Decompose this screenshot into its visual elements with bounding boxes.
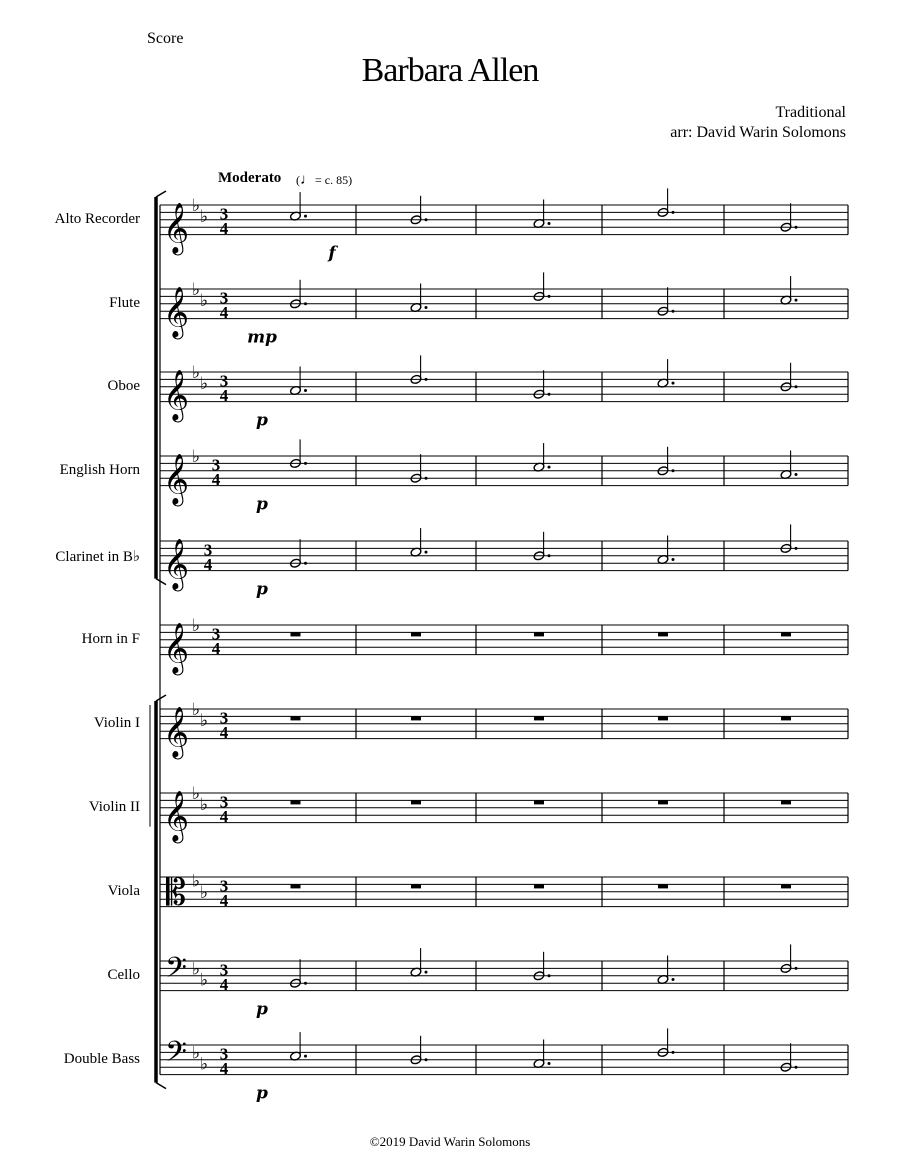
- time-signature-numerator: 3: [219, 960, 229, 980]
- whole-rest: [291, 800, 301, 804]
- time-signature-numerator: 3: [219, 708, 229, 728]
- bass-clef-icon: 𝄢: [165, 1035, 187, 1076]
- dot: [304, 982, 307, 985]
- dot: [425, 378, 428, 381]
- dot: [672, 1051, 675, 1054]
- alto-clef-icon: 𝄡: [165, 872, 187, 914]
- instrument-name: Oboe: [107, 378, 140, 394]
- dot: [672, 211, 675, 214]
- dot: [304, 1055, 307, 1058]
- dot: [548, 222, 551, 225]
- time-signature-denominator: 4: [219, 975, 229, 995]
- flat-icon: ♭: [199, 374, 209, 394]
- flat-icon: ♭: [191, 447, 201, 466]
- whole-rest: [291, 632, 301, 636]
- flat-icon: ♭: [191, 700, 201, 719]
- dot: [672, 978, 675, 981]
- flat-icon: ♭: [199, 711, 209, 731]
- quarter-note-icon: ♩: [300, 172, 315, 188]
- whole-rest: [411, 716, 421, 720]
- instrument-name: Alto Recorder: [54, 211, 140, 227]
- dynamic-marking: p: [256, 1083, 268, 1104]
- flat-icon: ♭: [191, 616, 201, 635]
- flat-icon: ♭: [199, 1054, 209, 1074]
- dot: [304, 215, 307, 218]
- treble-clef-icon: 𝄞: [162, 202, 190, 254]
- bracket-hook-top: [156, 191, 166, 197]
- dot: [548, 295, 551, 298]
- dot: [672, 469, 675, 472]
- tempo-value: = c. 85): [315, 173, 353, 187]
- flat-icon: ♭: [191, 1043, 201, 1063]
- whole-rest: [291, 716, 301, 720]
- dynamic-marking: p: [256, 494, 268, 515]
- bracket-hook-bottom: [156, 1083, 166, 1089]
- dot: [425, 551, 428, 554]
- flat-icon: ♭: [191, 959, 201, 979]
- dot: [548, 393, 551, 396]
- instrument-name: English Horn: [59, 462, 140, 478]
- score-label: Score: [147, 30, 184, 47]
- instrument-name: Horn in F: [81, 631, 140, 647]
- time-signature-numerator: 3: [203, 540, 213, 560]
- time-signature-numerator: 3: [219, 792, 229, 812]
- time-signature-denominator: 4: [219, 891, 229, 911]
- whole-rest: [534, 800, 544, 804]
- treble-clef-icon: 𝄞: [162, 369, 190, 421]
- dot: [425, 306, 428, 309]
- instrument-name: Violin II: [88, 799, 140, 815]
- dot: [548, 466, 551, 469]
- time-signature-numerator: 3: [219, 288, 229, 308]
- dot: [304, 302, 307, 305]
- dot: [548, 1062, 551, 1065]
- time-signature-numerator: 3: [219, 371, 229, 391]
- treble-clef-icon: 𝄞: [162, 538, 190, 590]
- dot: [304, 389, 307, 392]
- tempo-text: Moderato: [218, 170, 282, 186]
- treble-clef-icon: 𝄞: [162, 286, 190, 338]
- whole-rest: [658, 800, 668, 804]
- time-signature-denominator: 4: [211, 470, 221, 490]
- whole-rest: [534, 716, 544, 720]
- whole-rest: [411, 800, 421, 804]
- whole-rest: [781, 716, 791, 720]
- time-signature-numerator: 3: [219, 204, 229, 224]
- whole-rest: [291, 884, 301, 888]
- dot: [795, 226, 798, 229]
- time-signature-denominator: 4: [211, 639, 221, 659]
- arranger-credit: arr: David Warin Solomons: [670, 124, 846, 141]
- time-signature-numerator: 3: [219, 876, 229, 896]
- time-signature-denominator: 4: [219, 1059, 229, 1079]
- treble-clef-icon: 𝄞: [162, 622, 190, 674]
- whole-rest: [534, 632, 544, 636]
- dot: [304, 462, 307, 465]
- dot: [672, 310, 675, 313]
- tempo-paren: (: [296, 173, 300, 187]
- dot: [425, 1058, 428, 1061]
- time-signature-numerator: 3: [219, 1044, 229, 1064]
- time-signature-denominator: 4: [219, 386, 229, 406]
- dot: [425, 971, 428, 974]
- time-signature-denominator: 4: [203, 555, 213, 575]
- whole-rest: [658, 716, 668, 720]
- flat-icon: ♭: [191, 363, 201, 382]
- dot: [304, 562, 307, 565]
- bracket-hook-top: [156, 695, 166, 701]
- time-signature-denominator: 4: [219, 219, 229, 239]
- flat-icon: ♭: [199, 970, 209, 990]
- flat-icon: ♭: [191, 871, 201, 891]
- flat-icon: ♭: [191, 280, 201, 299]
- treble-clef-icon: 𝄞: [162, 790, 190, 842]
- dot: [672, 558, 675, 561]
- dot: [795, 385, 798, 388]
- piece-title: Barbara Allen: [361, 52, 539, 89]
- instrument-name: Double Bass: [63, 1051, 140, 1067]
- whole-rest: [534, 884, 544, 888]
- dot: [548, 974, 551, 977]
- flat-icon: ♭: [199, 882, 209, 902]
- flat-icon: ♭: [199, 291, 209, 311]
- time-signature-denominator: 4: [219, 807, 229, 827]
- dot: [425, 218, 428, 221]
- time-signature-denominator: 4: [219, 303, 229, 323]
- dot: [795, 299, 798, 302]
- flat-icon: ♭: [199, 795, 209, 815]
- whole-rest: [411, 632, 421, 636]
- dynamic-marking: f: [328, 243, 336, 264]
- treble-clef-icon: 𝄞: [162, 706, 190, 758]
- dynamic-marking: mp: [247, 327, 277, 348]
- whole-rest: [781, 800, 791, 804]
- instrument-name: Flute: [109, 295, 140, 311]
- copyright-notice: ©2019 David Warin Solomons: [369, 1134, 531, 1149]
- instrument-name: Cello: [107, 967, 140, 983]
- flat-icon: ♭: [199, 207, 209, 227]
- composer-credit: Traditional: [775, 104, 846, 121]
- time-signature-numerator: 3: [211, 624, 221, 644]
- instrument-name: Clarinet in B♭: [55, 549, 140, 565]
- dot: [548, 554, 551, 557]
- time-signature-numerator: 3: [211, 455, 221, 475]
- whole-rest: [411, 884, 421, 888]
- flat-icon: ♭: [191, 784, 201, 803]
- treble-clef-icon: 𝄞: [162, 453, 190, 505]
- dynamic-marking: p: [256, 579, 268, 600]
- whole-rest: [781, 632, 791, 636]
- bass-clef-icon: 𝄢: [165, 951, 187, 992]
- whole-rest: [781, 884, 791, 888]
- instrument-name: Violin I: [93, 715, 140, 731]
- dynamic-marking: p: [256, 999, 268, 1020]
- dot: [795, 967, 798, 970]
- dynamic-marking: p: [256, 410, 268, 431]
- whole-rest: [658, 884, 668, 888]
- flat-icon: ♭: [191, 196, 201, 215]
- whole-rest: [658, 632, 668, 636]
- time-signature-denominator: 4: [219, 723, 229, 743]
- dot: [425, 477, 428, 480]
- dot: [795, 1066, 798, 1069]
- instrument-name: Viola: [107, 883, 140, 899]
- dot: [795, 547, 798, 550]
- dot: [672, 382, 675, 385]
- dot: [795, 473, 798, 476]
